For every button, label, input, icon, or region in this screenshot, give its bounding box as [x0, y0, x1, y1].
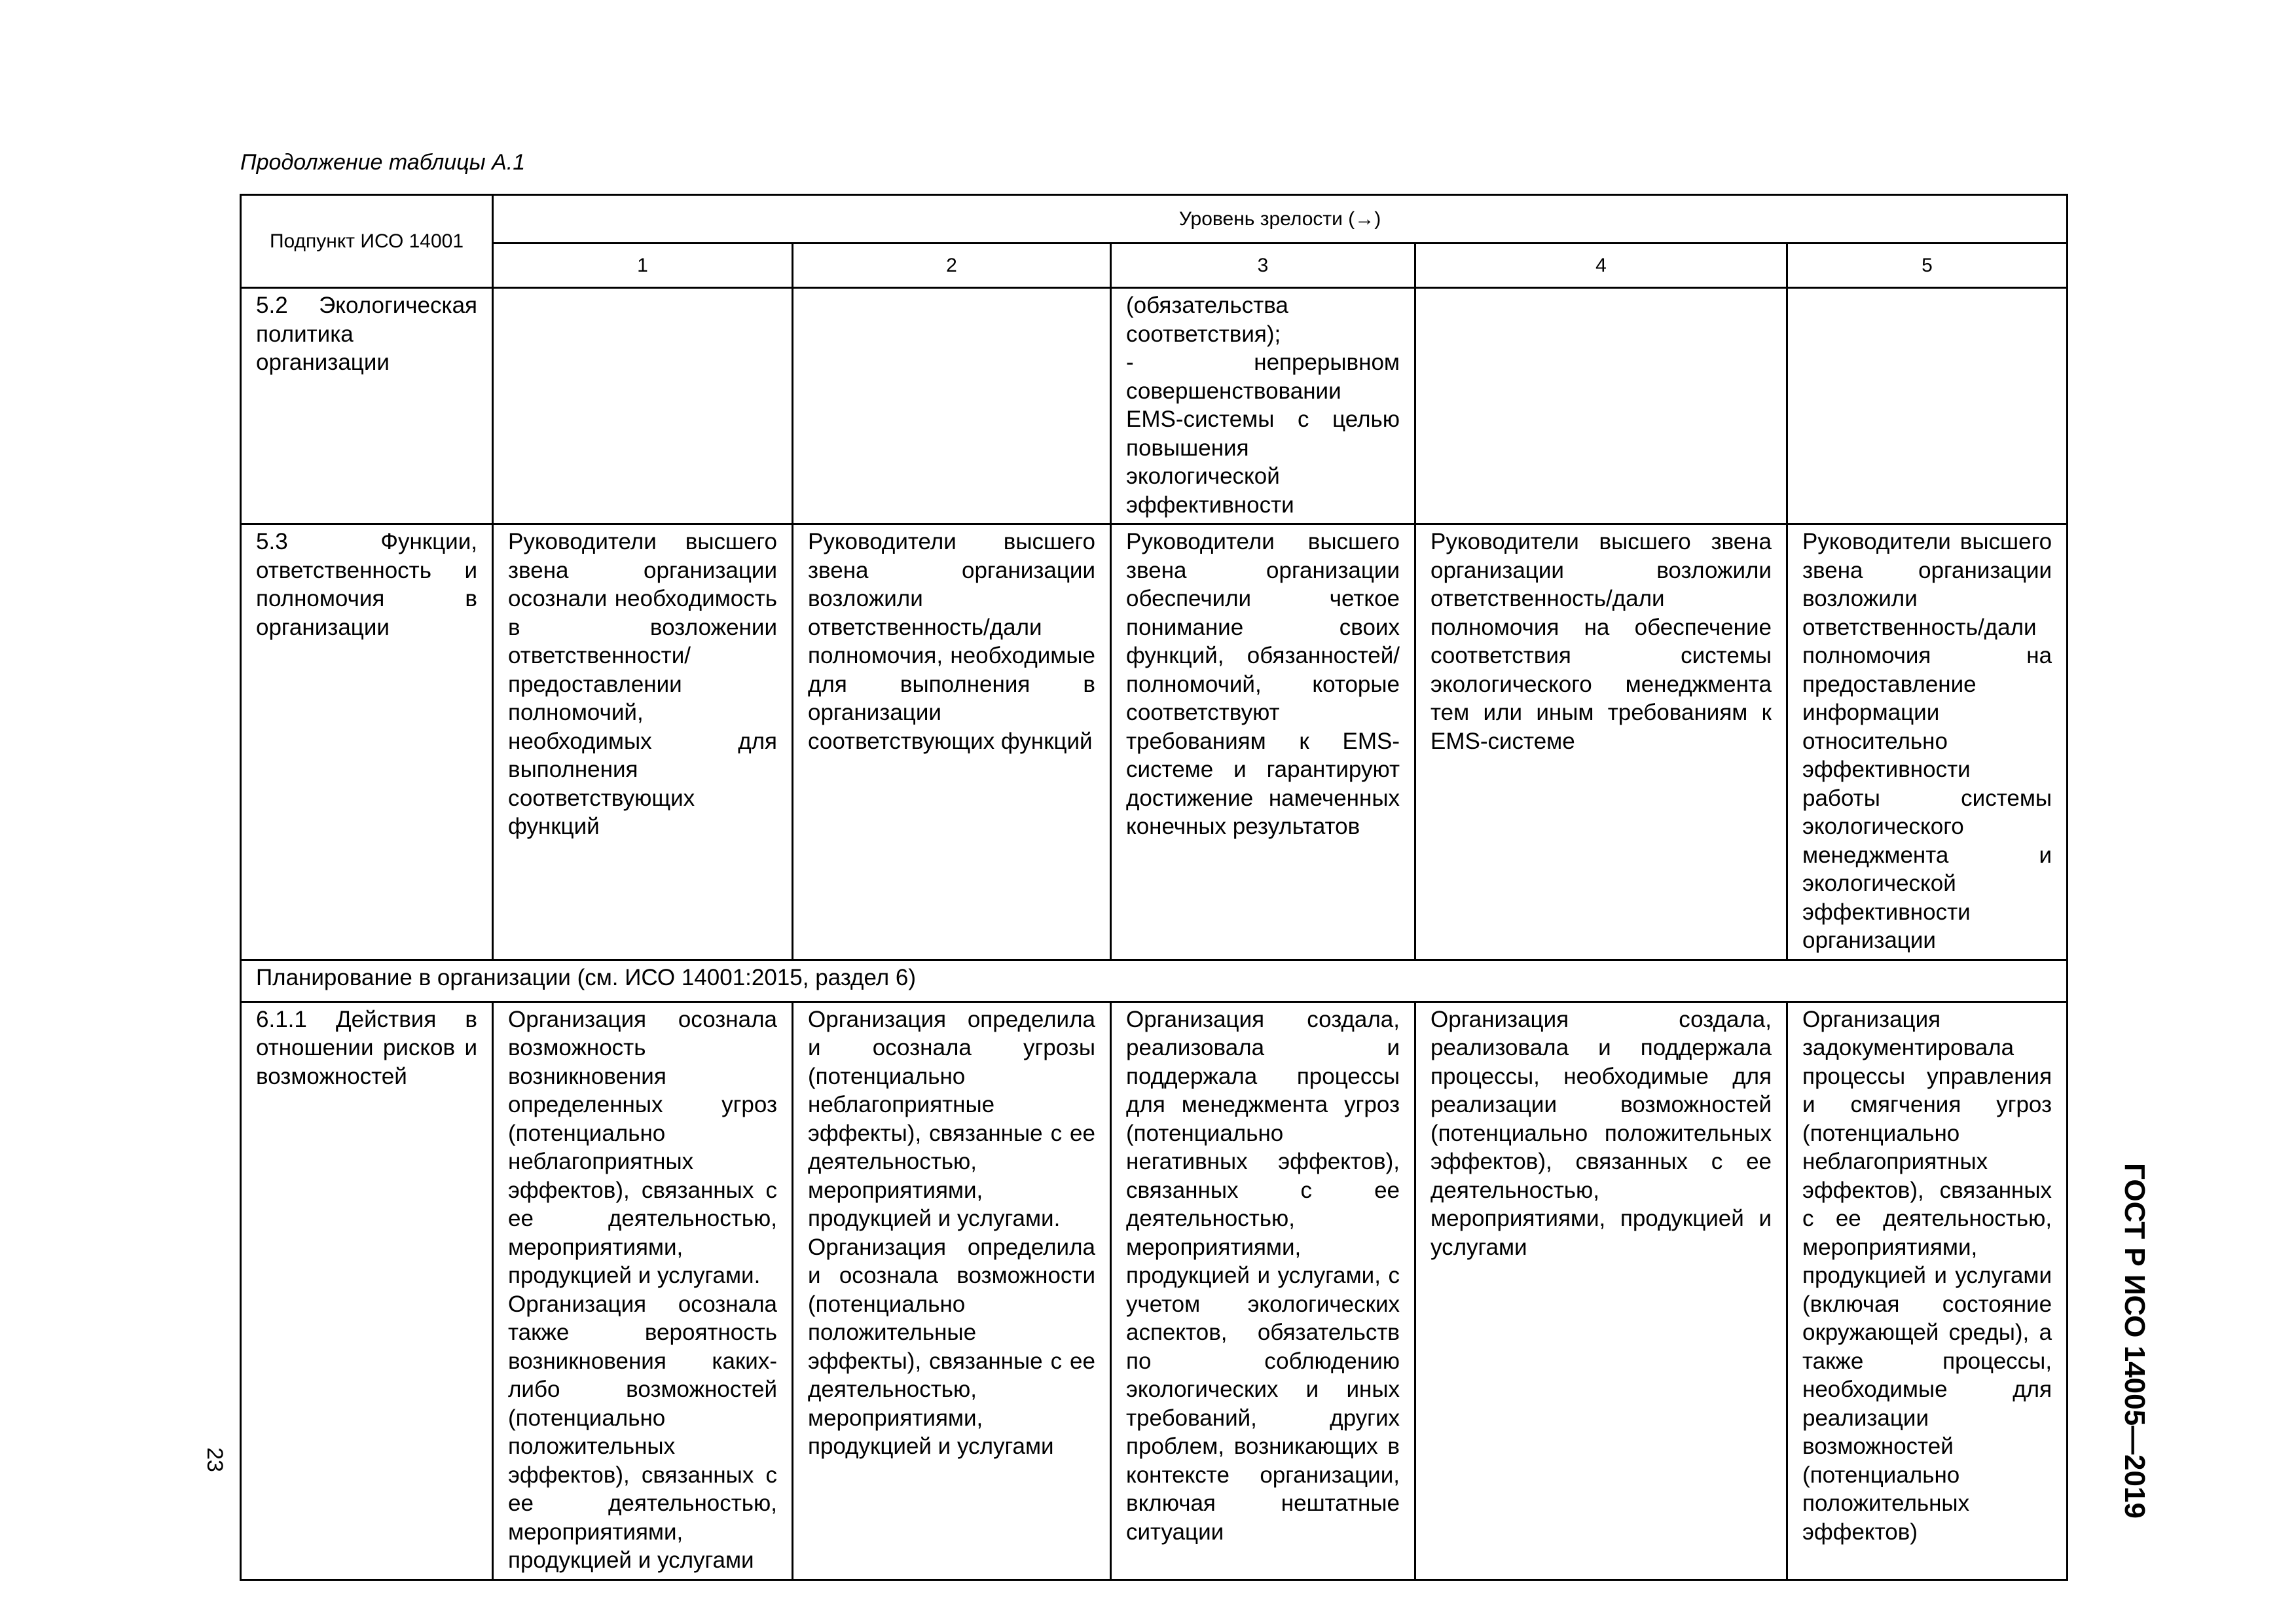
header-row	[241, 195, 2068, 244]
header-level-5: 5	[1787, 244, 2068, 288]
cell-text: Руководители высшего звена организации возложили ответственность/дали полномочия на предоставление информации относительно эффективности работы системы экологического менеджмента и экологической эффективности организации	[1802, 529, 2052, 953]
row-cell-level-5	[1787, 288, 2068, 524]
table-row	[241, 1001, 2068, 1579]
row-cell-level-1	[493, 1001, 793, 1579]
row-cell-level-4	[1415, 288, 1787, 524]
table-row	[241, 524, 2068, 960]
row-cell-level-3	[1111, 288, 1415, 524]
header-levels-row	[241, 244, 2068, 288]
row-cell-level-4	[1415, 1001, 1787, 1579]
cell-text: Организация создала, реализовала и поддержала процессы для менеджмента угроз (потенциально негативных эффектов), связанных с ее деятельностью, мероприятиями, продукцией и услугами, с учетом экологических аспектов, обязательств по соблюдению экологических и иных требований, других проблем, возникающих в контексте организации, включая нештатные ситуации	[1126, 1006, 1400, 1545]
cell-text: Руководители высшего звена организации обеспечили четкое понимание своих функций, обязанностей/полномочий, которые соответствуют требованиям к EMS-системе и гарантируют достижение намеченных конечных результатов	[1126, 529, 1400, 839]
section-heading: Планирование в организации (см. ИСО 14001:2015, раздел 6)	[241, 960, 2068, 1001]
cell-text: Организация осознала возможность возникновения определенных угроз (потенциально неблагоприятных эффектов), связанных с ее деятельностью, мероприятиями, продукцией и услугами. Организация осознала также вероятность возникновения каких-либо возможностей (потенциально положительных эффектов), связанных с ее деятельностью, мероприятиями, продукцией и услугами	[508, 1006, 777, 1573]
cell-text: 5.3 Функции, ответственность и полномочия в организации	[256, 529, 477, 640]
row-cell-level-3	[1111, 1001, 1415, 1579]
row-cell-level-5	[1787, 1001, 2068, 1579]
cell-text: Организация задокументировала процессы управления и смягчения угроз (потенциально неблагоприятных эффектов), связанных с ее деятельностью, мероприятиями, продукцией и услугами (включая состояние окружающей среды), а также процессы, необходимые для реализации возможностей (потенциально положительных эффектов)	[1802, 1006, 2052, 1545]
row-cell-level-2	[793, 1001, 1111, 1579]
row-clause	[241, 1001, 493, 1579]
header-level-4: 4	[1415, 244, 1787, 288]
row-cell-level-2	[793, 288, 1111, 524]
cell-text: Руководители высшего звена организации возложили ответственность/дали полномочия, необходимые для выполнения в организации соответствующих функций	[808, 529, 1095, 754]
header-clause: Подпункт ИСО 14001	[241, 195, 493, 288]
row-cell-level-2	[793, 524, 1111, 960]
header-level-2: 2	[793, 244, 1111, 288]
standard-id: ГОСТ Р ИСО 14005—2019	[2119, 1163, 2151, 1519]
section-row	[241, 960, 2068, 1001]
row-clause	[241, 524, 493, 960]
cell-text: 6.1.1 Действия в отношении рисков и возможностей	[256, 1006, 477, 1089]
cell-text: Руководители высшего звена организации осознали необходимость в возложении ответственности/предоставлении полномочий, необходимых для выполнения соответствующих функций	[508, 529, 777, 839]
maturity-table	[240, 194, 2068, 1581]
cell-text: Руководители высшего звена организации возложили ответственность/дали полномочия на обеспечение соответствия системы экологического менеджмента тем или иным требованиям к EMS-системе	[1430, 529, 1772, 754]
cell-text: Организация создала, реализовала и поддержала процессы, необходимые для реализации возможностей (потенциально положительных эффектов), связанных с ее деятельностью, мероприятиями, продукцией и услугами	[1430, 1006, 1772, 1260]
row-cell-level-1	[493, 288, 793, 524]
page-number: 23	[202, 1447, 227, 1472]
table-caption: Продолжение таблицы А.1	[240, 150, 526, 175]
header-level-3: 3	[1111, 244, 1415, 288]
cell-text: (обязательства соответствия); - непрерывном совершенствовании EMS-системы с целью повышения экологической эффективности	[1126, 293, 1400, 518]
header-level-1: 1	[493, 244, 793, 288]
cell-text: 5.2 Экологическая политика организации	[256, 293, 477, 375]
row-cell-level-1	[493, 524, 793, 960]
row-cell-level-3	[1111, 524, 1415, 960]
table-row	[241, 288, 2068, 524]
row-clause	[241, 288, 493, 524]
row-cell-level-5	[1787, 524, 2068, 960]
row-cell-level-4	[1415, 524, 1787, 960]
cell-text: Организация определила и осознала угрозы (потенциально неблагоприятные эффекты), связанные с ее деятельностью, мероприятиями, продукцией и услугами. Организация определила и осознала возможности (потенциально положительные эффекты), связанные с ее деятельностью, мероприятиями, продукцией и услугами	[808, 1006, 1095, 1459]
header-maturity: Уровень зрелости (→)	[493, 195, 2068, 244]
